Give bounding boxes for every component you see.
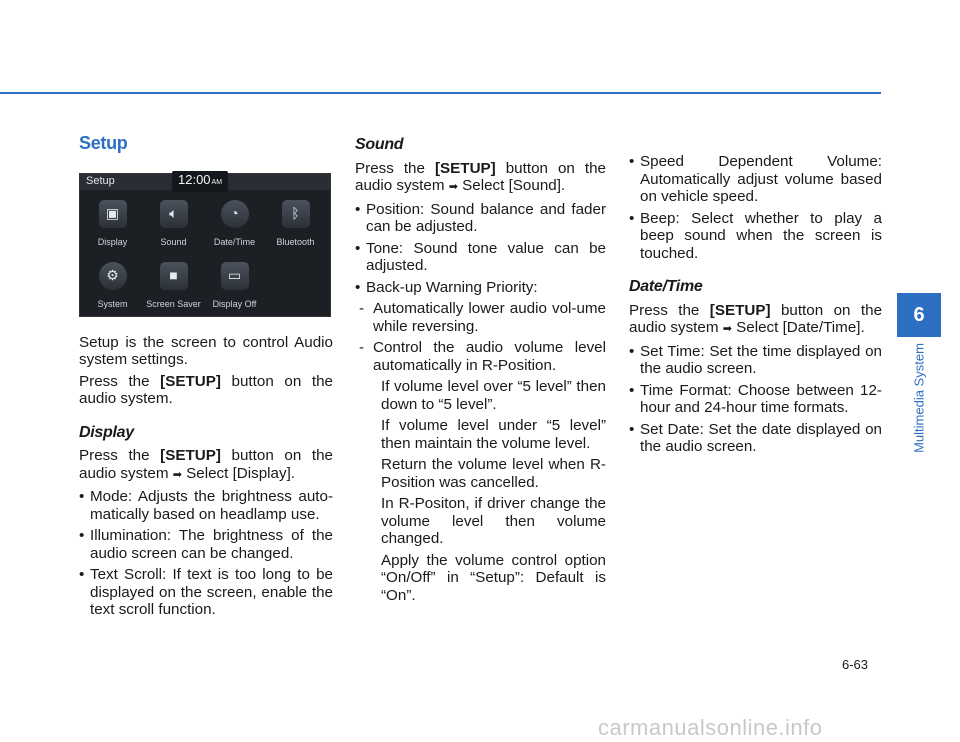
setup-screen-image [79, 173, 331, 317]
display-section [79, 424, 333, 619]
column-left [79, 132, 333, 623]
tile-date-time[interactable] [204, 194, 265, 256]
display-off-icon: ▭ [221, 262, 249, 290]
tile-label: Date/Time [213, 236, 256, 247]
text: Press the [629, 301, 710, 319]
column-middle [355, 132, 606, 608]
list-item: • Tone: Sound tone value can be adjusted. [355, 240, 606, 275]
tile-bluetooth[interactable] [265, 194, 326, 256]
clock-time: 12:00 [178, 172, 211, 188]
header-rule [0, 92, 881, 94]
tile-screen-saver[interactable] [143, 256, 204, 318]
clock-ampm: AM [211, 179, 223, 187]
tile-label: Display [97, 236, 128, 247]
list-item: • Position: Sound balance and fader can be adjusted. [355, 201, 606, 236]
arrow-right-icon: ➡ [722, 323, 732, 335]
datetime-section [629, 278, 882, 456]
setup-key-label: [SETUP] [160, 447, 221, 464]
text: Press the [355, 159, 435, 177]
list-item: - Control the audio volume level automatically in R-Position. [355, 339, 606, 374]
text: button on the audio system [355, 159, 606, 194]
setup-key-label: [SETUP] [709, 301, 771, 319]
tile-label: Bluetooth [276, 236, 315, 247]
clock-icon: ◔ [221, 200, 249, 228]
text: Press the [79, 372, 161, 390]
sound-options-list [355, 201, 606, 297]
tile-display-off[interactable] [204, 256, 265, 318]
screen-clock [172, 171, 228, 192]
text: Select [Date/Time]. [731, 319, 865, 336]
subsection-title-datetime: Date/Time [629, 278, 703, 295]
text: Press the [79, 447, 161, 464]
bluetooth-icon: ᛒ [282, 200, 310, 228]
display-icon: ▣ [99, 200, 127, 228]
display-options-list [79, 488, 333, 619]
note: If volume level over “5 level” then down to “5 level”. [381, 378, 606, 413]
list-item: • Mode: Adjusts the brightness auto-matically based on headlamp use. [79, 488, 333, 523]
list-item: • Set Time: Set the time displayed on the audio screen. [629, 343, 882, 378]
setup-menu-grid [80, 190, 330, 318]
text: Select [Sound]. [457, 177, 566, 194]
note: Return the volume level when R-Position was cancelled. [381, 456, 606, 491]
list-item: • Illumination: The brightness of the audio screen can be changed. [79, 527, 333, 562]
tile-label: System [97, 298, 128, 309]
setup-key-label: [SETUP] [434, 159, 496, 177]
section-title-setup: Setup [79, 133, 128, 153]
text: Select [Display]. [181, 464, 296, 482]
datetime-instruction [629, 302, 882, 339]
note: Apply the volume control option “On/Off” in “Setup”: Default is “On”. [381, 551, 606, 604]
text: button on the audio system [79, 447, 334, 482]
display-instruction [79, 447, 333, 484]
tile-label: Screen Saver [146, 298, 201, 309]
setup-key-label: [SETUP] [160, 372, 221, 390]
backup-warning-sublist [355, 300, 606, 374]
watermark: carmanualsonline.info [598, 715, 823, 740]
sound-instruction [355, 160, 606, 197]
column-right [629, 153, 882, 460]
screen-status-bar [80, 174, 330, 190]
tile-display[interactable] [82, 194, 143, 256]
chapter-side-label: Multimedia System [911, 343, 927, 453]
tile-sound[interactable] [143, 194, 204, 256]
arrow-right-icon: ➡ [448, 181, 458, 193]
sound-options-list-continued [629, 153, 882, 262]
note: If volume level under “5 level” then maintain the volume level. [381, 417, 606, 452]
text: button on the audio system. [79, 372, 334, 407]
speaker-icon: 🔈︎ [160, 200, 188, 228]
gear-icon: ⚙ [99, 262, 127, 290]
list-item: • Set Date: Set the date displayed on the audio screen. [629, 421, 882, 456]
screen-title: Setup [86, 174, 115, 187]
setup-description: Setup is the screen to control Audio system settings. [79, 333, 333, 368]
text: button on the audio system [629, 301, 883, 336]
list-item: - Automatically lower audio vol-ume while reversing. [355, 300, 606, 335]
subsection-title-sound: Sound [355, 136, 404, 153]
list-item: • Speed Dependent Volume: Automatically adjust volume based on vehicle speed. [629, 153, 882, 206]
note: In R-Positon, if driver change the volume level then volume changed. [381, 495, 606, 547]
subsection-title-display: Display [79, 423, 134, 441]
list-item: • Text Scroll: If text is too long to be displayed on the screen, enable the text scroll function. [79, 566, 333, 619]
list-item: • Back-up Warning Priority: [355, 279, 606, 297]
list-item: • Beep: Select whether to play a beep sound when the screen is touched. [629, 210, 882, 263]
page-number: 6-63 [842, 657, 869, 672]
arrow-right-icon: ➡ [172, 468, 182, 481]
list-item: • Time Format: Choose between 12-hour and 24-hour time formats. [629, 382, 882, 417]
tile-label: Display Off [212, 298, 257, 309]
screen-saver-icon: ■ [160, 262, 188, 290]
setup-instruction [79, 373, 333, 408]
tile-label: Sound [160, 236, 187, 247]
chapter-tab: 6 [897, 293, 941, 337]
tile-system[interactable] [82, 256, 143, 318]
datetime-options-list [629, 343, 882, 456]
